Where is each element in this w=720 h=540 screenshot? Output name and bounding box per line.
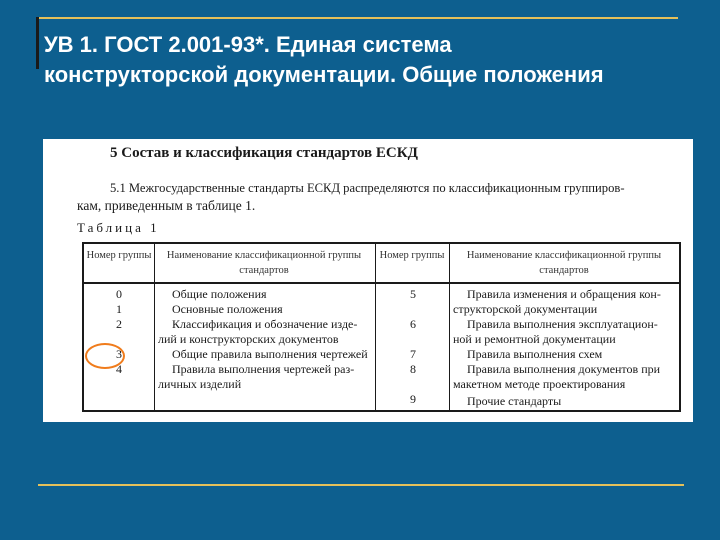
- right-number: 8: [410, 362, 416, 376]
- table-col-divider: [449, 244, 450, 410]
- list-item: Прочие стандарты: [467, 394, 562, 408]
- classification-table: [82, 242, 681, 412]
- title-prefix: УВ 1.: [44, 32, 105, 57]
- title-left-bar: [36, 17, 39, 69]
- list-item: Правила выполнения чертежей раз-: [172, 362, 355, 376]
- right-number: 9: [410, 392, 416, 406]
- list-item: Правила выполнения эксплуатацион-: [467, 317, 658, 331]
- list-item: Общие положения: [172, 287, 267, 301]
- document-scan: [43, 139, 693, 422]
- right-number: 7: [410, 347, 416, 361]
- left-number: 4: [116, 362, 122, 376]
- paragraph-line-2: кам, приведенным в таблице 1.: [77, 198, 256, 213]
- table-col-divider: [154, 244, 155, 410]
- right-number: 5: [410, 287, 416, 301]
- list-item: личных изделий: [158, 377, 242, 391]
- highlight-circle: [85, 343, 125, 369]
- paragraph-line-1: 5.1 Межгосударственные стандарты ЕСКД распределяются по классификационным группиров-: [110, 181, 625, 195]
- left-number: 2: [116, 317, 122, 331]
- title-line-1: [44, 30, 694, 60]
- section-title: 5 Состав и классификация стандартов ЕСКД: [110, 145, 418, 161]
- right-names: [453, 287, 661, 409]
- list-item: Основные положения: [172, 302, 283, 316]
- header-num-group-1: Номер группы: [86, 250, 152, 261]
- list-item: Классификация и обозначение изде-: [172, 317, 358, 331]
- header-name-group-2: Наименование классификационной группы стандартов: [466, 250, 662, 276]
- top-divider: [38, 17, 678, 19]
- right-number: 6: [410, 317, 416, 331]
- bottom-divider: [38, 484, 684, 486]
- left-number: 0: [116, 287, 122, 301]
- list-item: Общие правила выполнения чертежей: [172, 347, 368, 361]
- left-number: 1: [116, 302, 122, 316]
- list-item: лий и конструкторских документов: [158, 332, 339, 346]
- left-number: 3: [116, 347, 122, 361]
- table-col-divider: [375, 244, 376, 410]
- header-name-group-1: Наименование классификационной группы стандартов: [166, 250, 362, 276]
- list-item: макетном методе проектирования: [453, 377, 626, 391]
- list-item: ной и ремонтной документации: [453, 332, 616, 346]
- title-line-2-text: конструкторской документации. Общие положения: [44, 62, 604, 87]
- list-item: Правила выполнения документов при: [467, 362, 661, 376]
- list-item: структорской документации: [453, 302, 598, 316]
- left-names: [158, 287, 368, 392]
- list-item: Правила выполнения схем: [467, 347, 603, 361]
- paragraph: [77, 179, 687, 215]
- title-line-2: [44, 60, 694, 90]
- title-line-1-rest: ГОСТ 2.001-93*. Единая система: [104, 32, 452, 57]
- slide-title: [44, 30, 694, 90]
- list-item: Правила изменения и обращения кон-: [467, 287, 661, 301]
- table-header-divider: [84, 282, 679, 284]
- table-caption: Таблица 1: [77, 220, 160, 235]
- header-num-group-2: Номер группы: [379, 250, 445, 261]
